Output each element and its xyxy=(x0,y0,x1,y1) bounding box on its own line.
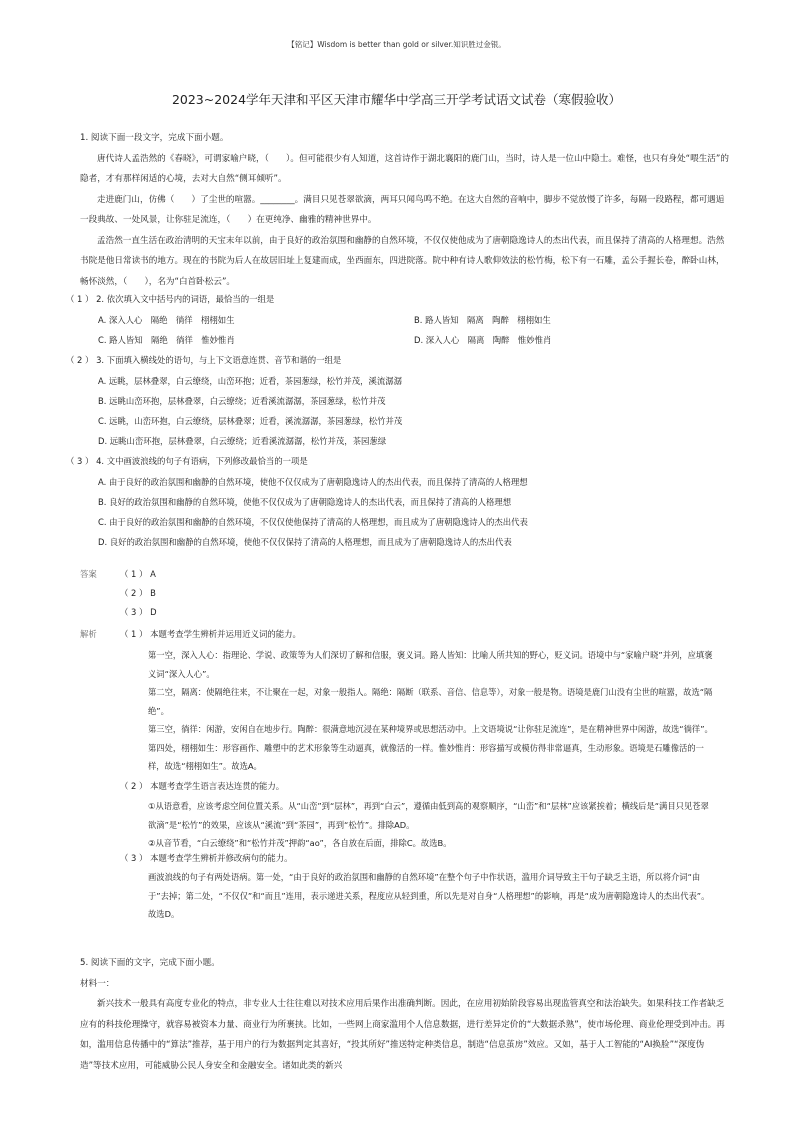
question-1-paragraph: 走进鹿门山，仿佛（ ）了尘世的喧嚣。________。满目只见苍翠欲滴，两耳只闻鸟鸣不绝。在这大自然的音响中，脚步不觉放慢了许多，每隔一段路程，都可遇逅一段典故、一处风景，让你驻足流连，（ ）在更纯净、幽雅的精神世界中。 xyxy=(80,194,725,225)
page-header-motto: 【铭记】Wisdom is better than gold or silver.知识胜过金银。 xyxy=(287,40,506,49)
material-paragraph: 新兴技术一般具有高度专业化的特点，非专业人士往往难以对技术应用后果作出准确判断。因此，在应用初始阶段容易出现监管真空和法治缺失。如果科技工作者缺乏应有的科技伦理操守，就容易被资本力量、商业行为所裹挟。比如，一些网上商家滥用个人信息数据，进行差异定价的“大数据杀熟”，使市场伦理、商业伦理受到冲击。再如，滥用信息传播中的“算法”推荐，基于用户的行为数据判定其喜好，“投其所好”推送特定种类信息，制造“信息茧房”效应。又如，基于人工智能的“AI换脸”“深度伪造”等技术应用，可能威胁公民人身安全和金融安全。诸如此类的新兴 xyxy=(80,999,725,1071)
question-1-paragraph: 唐代诗人孟浩然的《春晓》，可谓家喻户晓，（ ）。但可能很少有人知道，这首诗作于湖北襄阳的鹿门山，当时，诗人是一位山中隐士。难怪，也只有身处“喂生活”的隐者，才有那样闲适的心境，去对大自然“侧耳倾听”。 xyxy=(80,153,729,184)
question-1 xyxy=(80,128,730,292)
analysis-line: 画波浪线的句子有两处语病。第一处，“由于良好的政治氛围和幽静的自然环境”在整个句子中作状语，滥用介词导致主干句子缺乏主语，所以将介词“由于”去掉；第二处，“不仅仅”和“而且”连用，表示递进关系，程度应从轻到重，所以先是对自身“人格理想”的影响，再是“成为唐朝隐逸诗人的杰出代表”。故选D。 xyxy=(148,872,710,919)
analysis-line: ①从语意看，应该考虑空间位置关系。从“山峦”到“层林”，再到“白云”，遵循由低到高的观察顺序，“山峦”和“层林”应该紧挨着；横线后是“满目只见苍翠欲滴”是“松竹”的效果，应该从“溪流”到“茶园”，再到“松竹”。排除AD。 xyxy=(148,801,709,830)
option-b: B. 远眺山峦环抱，层林叠翠，白云缭绕；近看溪流潺潺，茶园葱绿，松竹并茂 xyxy=(98,396,386,406)
sub-question-2-label: （ 2 ） 3. 下面填入横线处的语句，与上下文语意连贯、音节和谐的一组是 xyxy=(66,355,342,365)
option-b: B. 良好的政治氛围和幽静的自然环境，使他不仅仅成为了唐朝隐逸诗人的杰出代表，而且保持了清高的人格理想 xyxy=(98,497,512,507)
analysis-line: 第一空，深入人心：指理论、学说、政策等为人们深切了解和信服，褒义词。路人皆知：比喻人所共知的野心，贬义词。语境中与“家喻户晓”并列，应填褒义词“深入人心”。 xyxy=(148,650,713,679)
option-b: B. 路人皆知 隔离 陶醉 栩栩如生 xyxy=(414,315,551,325)
option-c: C. 远眺，山峦环抱，白云缭绕，层林叠翠；近看，溪流潺潺，茶园葱绿，松竹并茂 xyxy=(98,416,403,426)
option-d: D. 良好的政治氛围和幽静的自然环境，使他不仅仅保持了清高的人格理想，而且成为了唐朝隐逸诗人的杰出代表 xyxy=(98,537,512,547)
analysis-section-3-head: （ 3 ） 本题考查学生辨析并修改病句的能力。 xyxy=(120,853,293,863)
analysis-section-1 xyxy=(148,646,713,776)
question-1-stem: 1. 阅读下面一段文字，完成下面小题。 xyxy=(80,133,229,143)
option-d: D. 深入人心 隔离 陶醉 惟妙惟肖 xyxy=(414,335,552,345)
question-5 xyxy=(80,953,725,1076)
analysis-label: 解析 xyxy=(80,629,97,639)
analysis-line: 第二空，隔离：使隔绝往来，不让聚在一起，对象一般指人。隔绝：隔断（联系、音信、信息等），对象一般是物。语境是鹿门山没有尘世的喧嚣，故选“隔绝”。 xyxy=(148,687,713,716)
question-5-stem: 5. 阅读下面的文字，完成下面小题。 xyxy=(80,958,220,968)
option-c: C. 由于良好的政治氛围和幽静的自然环境，不仅仅使他保持了清高的人格理想，而且成为了唐朝隐逸诗人的杰出代表 xyxy=(98,517,528,527)
question-1-paragraph: 孟浩然一直生活在政治清明的天宝末年以前，由于良好的政治氛围和幽静的自然环境，不仅仅使他成为了唐朝隐逸诗人的杰出代表，而且保持了清高的人格理想。浩然书院是他日常读书的地方。现在的书院为后人在故居旧址上复建而成，坐西面东，四进院落。院中种有诗人歌仰效法的松竹梅，松下有一石雕，孟公手握长卷，醉卧山林，畅怀淡然，（ ），名为“白首卧松云”。 xyxy=(80,235,725,287)
option-d: D. 远眺山峦环抱，层林叠翠，白云缭绕；近看溪流潺潺，松竹并茂，茶园葱绿 xyxy=(98,436,387,446)
answer-item: （ 3 ） D xyxy=(120,607,157,617)
option-c: C. 路人皆知 隔绝 徜徉 惟妙惟肖 xyxy=(98,335,235,345)
sub-question-1-label: （ 1 ） 2. 依次填入文中括号内的词语，最恰当的一组是 xyxy=(66,294,275,304)
analysis-line: 第三空，徜徉：闲游，安闲自在地步行。陶醉：很满意地沉浸在某种境界或思想活动中。上文语境说“让你驻足流连”，是在精神世界中闲游，故选“徜徉”。 xyxy=(148,724,713,734)
analysis-section-3 xyxy=(148,868,713,924)
page-title: 2023~2024学年天津和平区天津市耀华中学高三开学考试语文试卷（寒假验收） xyxy=(171,92,622,107)
analysis-section-2 xyxy=(148,797,713,853)
answer-label: 答案 xyxy=(80,569,97,579)
analysis-section-2-head: （ 2 ） 本题考查学生语言表达连贯的能力。 xyxy=(120,781,285,791)
answer-item: （ 2 ） B xyxy=(120,588,156,598)
analysis-line: 第四处，栩栩如生：形容画作、雕塑中的艺术形象等生动逼真，就像活的一样。惟妙惟肖：形容描写或模仿得非常逼真，生动形象。语境是石雕像活的一样，故选“栩栩如生”。故选A。 xyxy=(148,742,704,771)
option-a: A. 深入人心 隔绝 徜徉 栩栩如生 xyxy=(98,315,235,325)
sub-question-3-label: （ 3 ） 4. 文中画波浪线的句子有语病，下列修改最恰当的一项是 xyxy=(66,456,308,466)
analysis-line: ②从音节看，“白云缭绕”和“松竹并茂”押韵“ao”，各自放在后面，排除C。故选B。 xyxy=(148,838,452,848)
material-label: 材料一： xyxy=(80,978,115,989)
option-a: A. 远眺，层林叠翠，白云缭绕，山峦环抱；近看，茶园葱绿，松竹并茂，溪流潺潺 xyxy=(98,376,403,386)
answer-item: （ 1 ） A xyxy=(120,569,156,579)
option-a: A. 由于良好的政治氛围和幽静的自然环境，使他不仅仅成为了唐朝隐逸诗人的杰出代表，而且保持了清高的人格理想 xyxy=(98,477,528,487)
analysis-section-1-head: （ 1 ） 本题考查学生辨析并运用近义词的能力。 xyxy=(120,629,301,639)
